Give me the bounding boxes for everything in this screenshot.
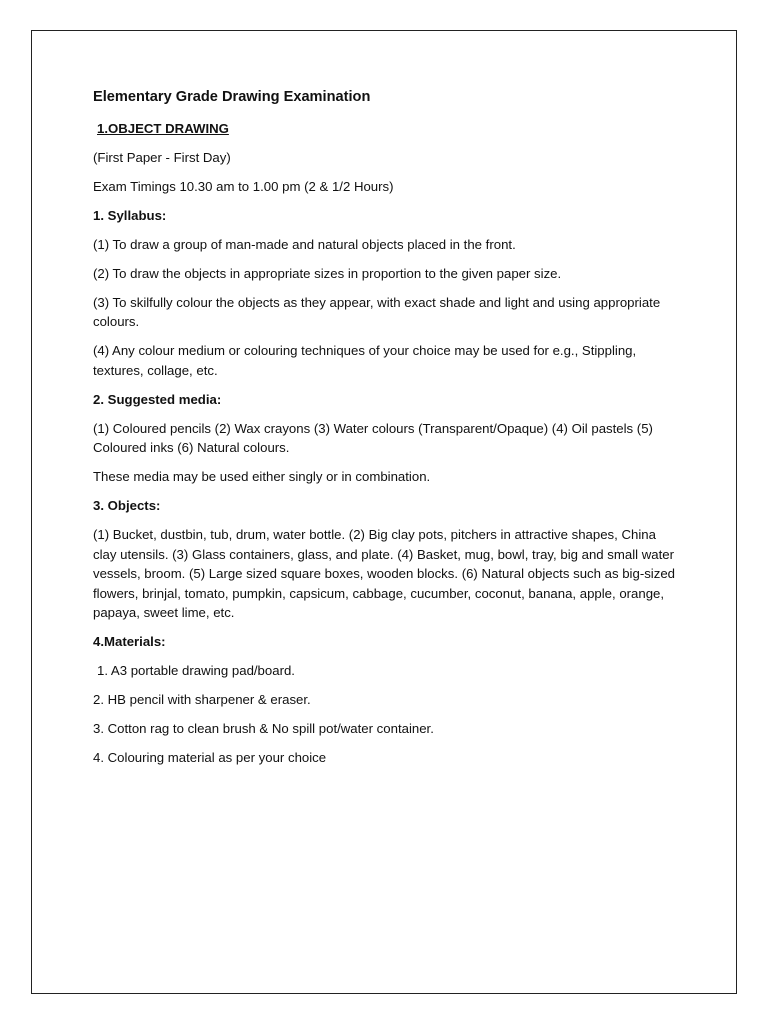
materials-heading: 4.Materials: (93, 634, 166, 649)
syllabus-item: (3) To skilfully colour the objects as they appear, with exact shade and light and using appropriate colours. (93, 294, 661, 329)
document-body (93, 88, 683, 777)
objects-text: (1) Bucket, dustbin, tub, drum, water bottle. (2) Big clay pots, pitchers in attractive shapes, China clay utensils. (3) Glass containers, glass, and plate. (4) Basket, mug, bowl, tray, big and small water vessels, broom. (5) Large sized square boxes, wooden blocks. (6) Natural objects such as big-sized flowers, brinjal, tomato, pumpkin, capsicum, cabbage, cucumber, coconut, banana, apple, orange, papaya, sweet lime, etc. (93, 527, 675, 620)
media-list: (1) Coloured pencils (2) Wax crayons (3) Water colours (Transparent/Opaque) (4) Oil pastels (5) Coloured inks (6) Natural colours. (93, 420, 653, 455)
exam-timings: Exam Timings 10.30 am to 1.00 pm (2 & 1/2 Hours) (93, 178, 394, 194)
paper-info: (First Paper - First Day) (93, 149, 231, 165)
syllabus-item: (2) To draw the objects in appropriate sizes in proportion to the given paper size. (93, 265, 562, 281)
syllabus-item: (1) To draw a group of man-made and natural objects placed in the front. (93, 236, 516, 252)
syllabus-item: (4) Any colour medium or colouring techniques of your choice may be used for e.g., Stippling, textures, collage, etc. (93, 343, 637, 378)
document-title: Elementary Grade Drawing Examination (93, 89, 371, 105)
materials-item: 1. A3 portable drawing pad/board. (97, 663, 295, 678)
objects-heading: 3. Objects: (93, 498, 161, 513)
media-note: These media may be used either singly or in combination. (93, 469, 431, 484)
media-heading: 2. Suggested media: (93, 391, 222, 407)
section-label: 1.OBJECT DRAWING (97, 120, 229, 136)
materials-item: 3. Cotton rag to clean brush & No spill pot/water container. (93, 721, 434, 736)
syllabus-heading: 1. Syllabus: (93, 207, 167, 223)
materials-item: 2. HB pencil with sharpener & eraser. (93, 692, 311, 707)
materials-item: 4. Colouring material as per your choice (93, 750, 327, 765)
